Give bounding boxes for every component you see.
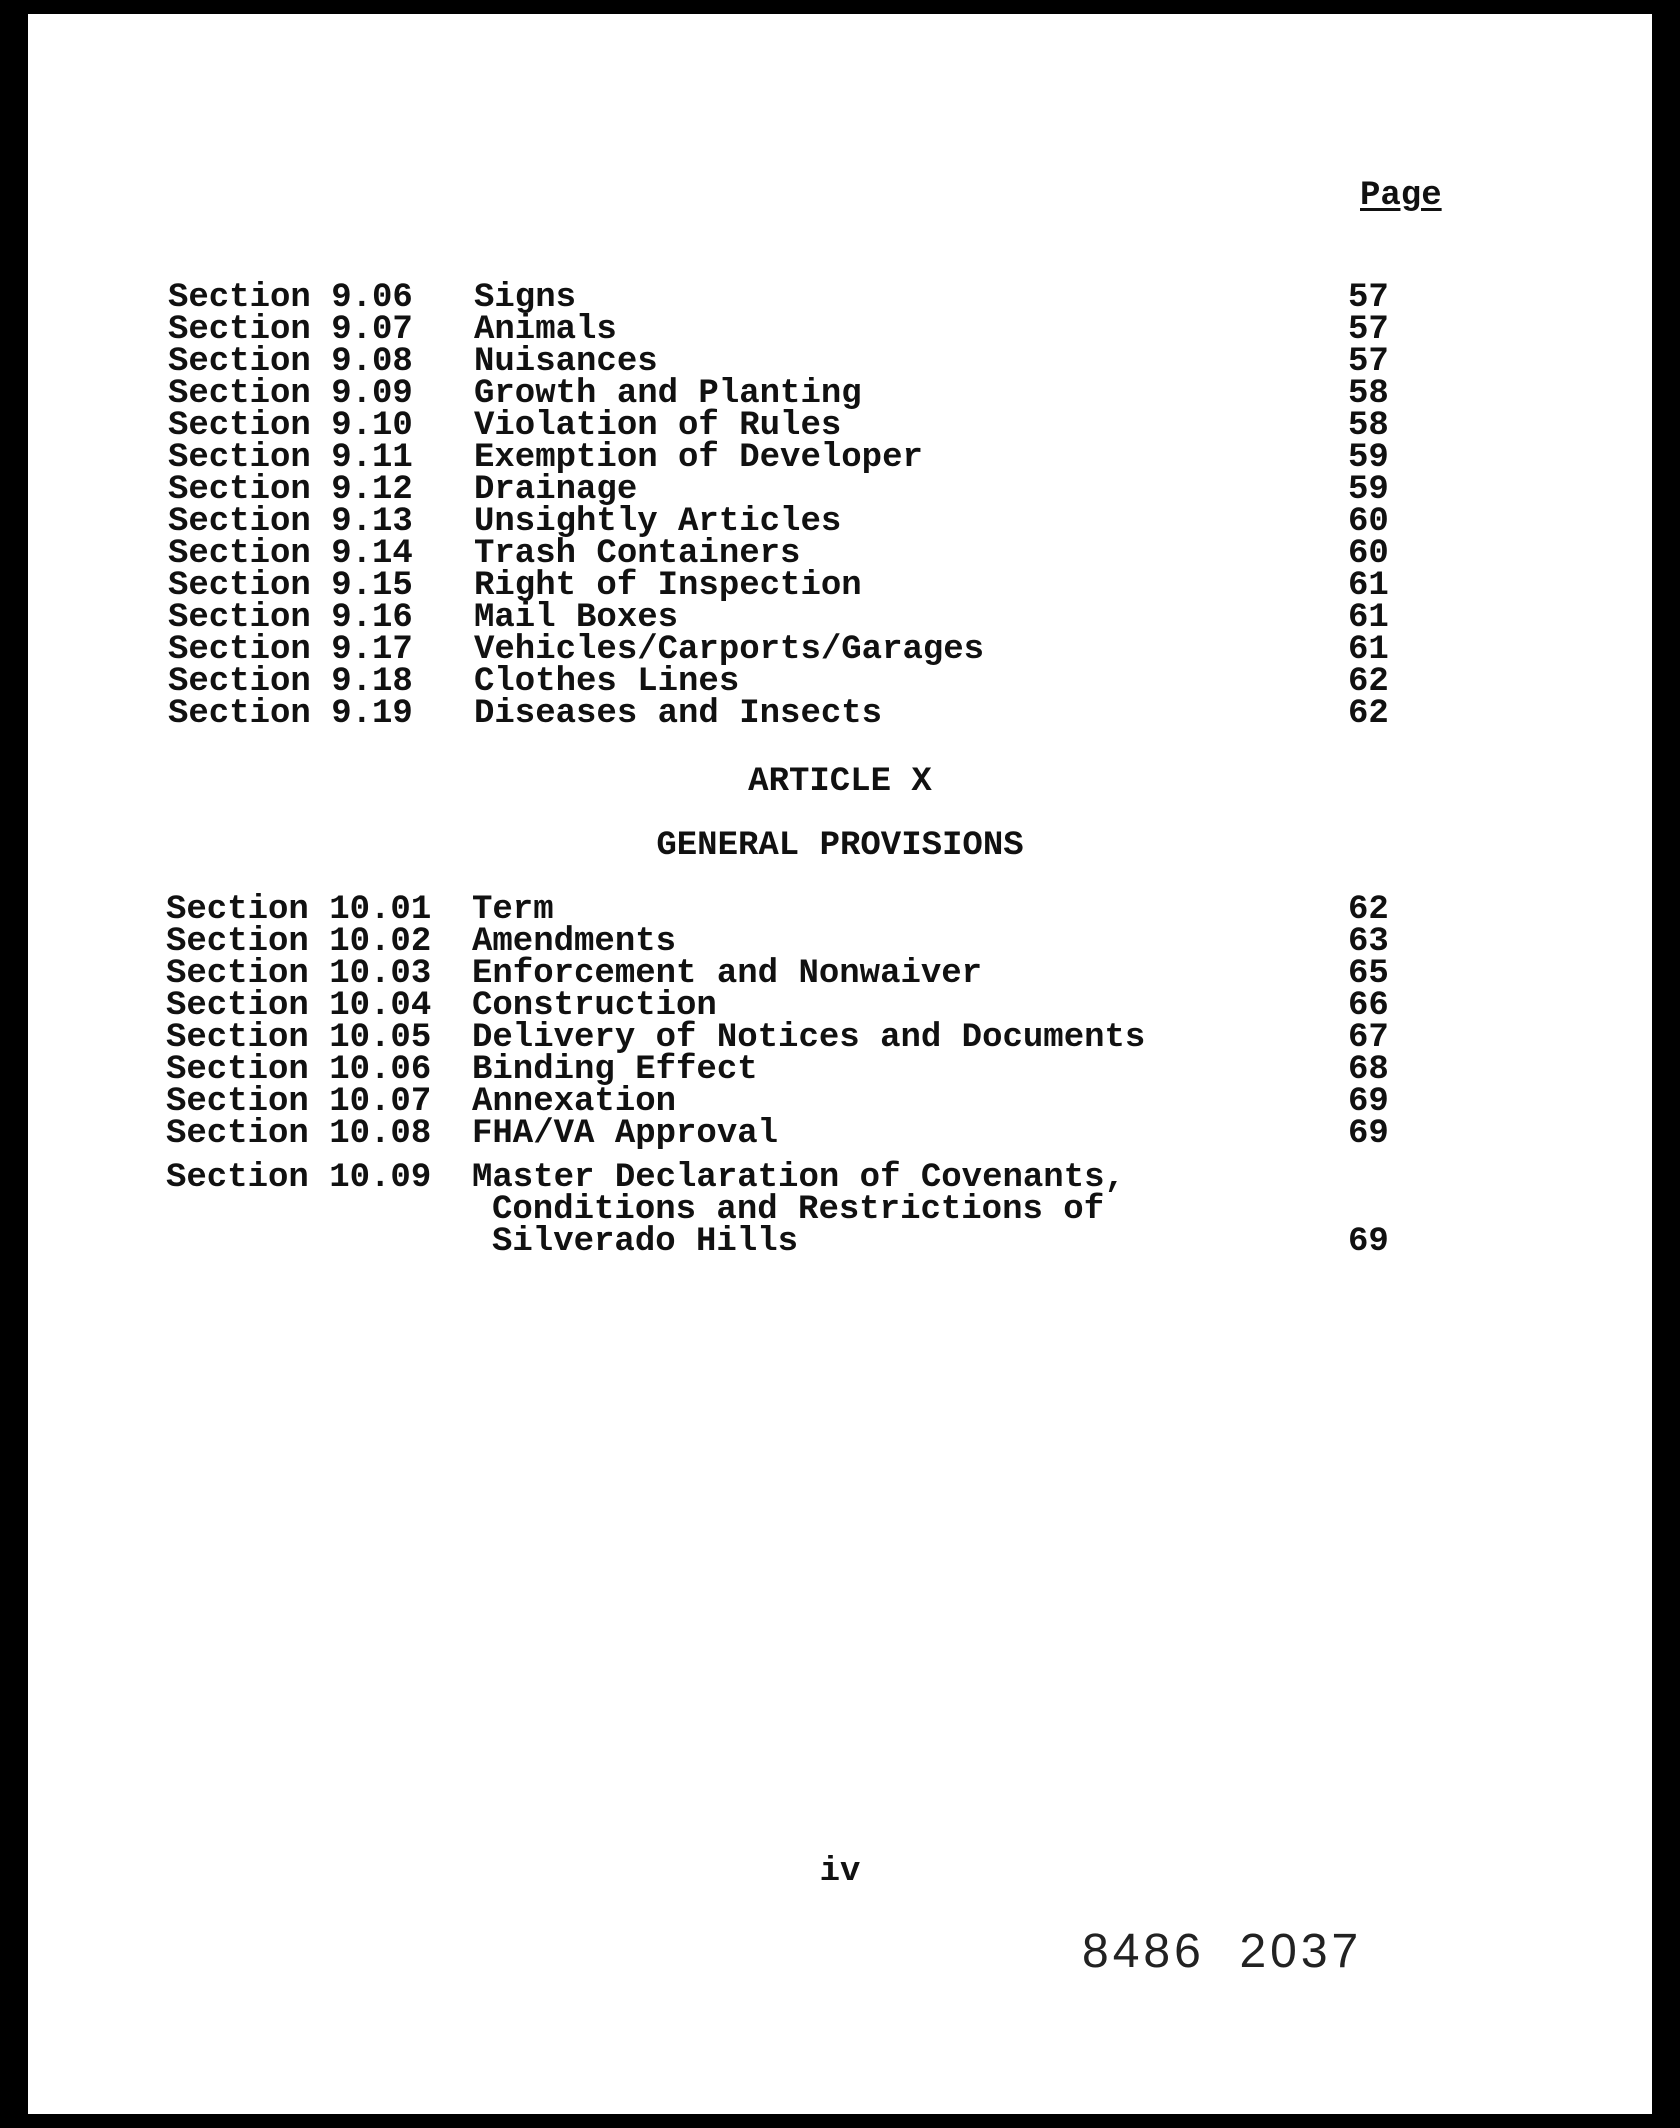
toc-entry [0,631,1680,669]
toc-entry [0,599,1680,637]
toc-section-title: Mail Boxes [474,599,679,637]
toc-section-title: Exemption of Developer [474,439,923,477]
toc-page-number: 58 [1348,375,1389,413]
toc-page-number: 65 [1348,955,1389,993]
toc-page-number: 57 [1348,279,1389,317]
toc-entry-10-09-cont2 [0,1223,1680,1261]
toc-section-number: Section 9.13 [168,503,413,541]
toc-section-number: Section 10.03 [166,955,432,993]
toc-page-number: 68 [1348,1051,1389,1089]
toc-section-title: Construction [472,987,717,1025]
toc-section-number: Section 10.04 [166,987,432,1025]
toc-entry [0,1115,1680,1153]
toc-section-number: Section 9.19 [168,695,413,733]
toc-page-number: 69 [1348,1223,1389,1261]
toc-page-number: 62 [1348,663,1389,701]
toc-section-title: Animals [474,311,617,349]
stamp-left: 8486 [1082,1925,1205,1978]
toc-entry-10-09-cont [0,1191,1680,1229]
toc-entry [0,567,1680,605]
toc-entry [0,663,1680,701]
toc-section-title: Right of Inspection [474,567,862,605]
toc-page-number: 62 [1348,695,1389,733]
toc-section-title: Term [472,891,554,929]
toc-section-number: Section 9.16 [168,599,413,637]
toc-page-number: 61 [1348,599,1389,637]
toc-section-number: Section 9.14 [168,535,413,573]
toc-section-title: Growth and Planting [474,375,862,413]
article-subheading: GENERAL PROVISIONS [656,827,1024,865]
document-stamp-number [1082,1924,1362,1979]
toc-entry [0,1083,1680,1121]
toc-page-number: 57 [1348,343,1389,381]
toc-section-number: Section 9.12 [168,471,413,509]
toc-entry [0,311,1680,349]
toc-page-number: 59 [1348,439,1389,477]
toc-section-title: Delivery of Notices and Documents [472,1019,1146,1057]
toc-page-number: 58 [1348,407,1389,445]
toc-entry [0,695,1680,733]
toc-section-title-continued: Silverado Hills [492,1223,799,1261]
page-folio: iv [819,1853,861,1891]
toc-section-number: Section 9.08 [168,343,413,381]
toc-page-number: 61 [1348,567,1389,605]
toc-section-number: Section 9.17 [168,631,413,669]
toc-section-title: Diseases and Insects [474,695,883,733]
toc-entry [0,279,1680,317]
toc-section-title: Nuisances [474,343,658,381]
toc-entry [0,439,1680,477]
toc-section-number: Section 10.08 [166,1115,432,1153]
toc-entry [0,1019,1680,1057]
toc-section-number: Section 9.18 [168,663,413,701]
toc-section-title: Enforcement and Nonwaiver [472,955,983,993]
toc-section-number: Section 9.06 [168,279,413,317]
toc-page-number: 69 [1348,1115,1389,1153]
toc-section-title: Amendments [472,923,677,961]
toc-page-number: 69 [1348,1083,1389,1121]
toc-section-title: Vehicles/Carports/Garages [474,631,985,669]
toc-section-number: Section 9.07 [168,311,413,349]
toc-page-number: 60 [1348,503,1389,541]
toc-section-number: Section 10.02 [166,923,432,961]
toc-entry [0,535,1680,573]
toc-page-number: 57 [1348,311,1389,349]
toc-page-number: 63 [1348,923,1389,961]
toc-entry-10-09 [0,1159,1680,1197]
toc-section-title: Drainage [474,471,638,509]
toc-section-title: Binding Effect [472,1051,758,1089]
stamp-right: 2037 [1239,1925,1363,1978]
toc-section-title: FHA/VA Approval [472,1115,779,1153]
toc-section-title-continued: Conditions and Restrictions of [492,1191,1105,1229]
toc-page-number: 59 [1348,471,1389,509]
toc-section-title: Signs [474,279,577,317]
toc-entry [0,407,1680,445]
toc-section-number: Section 10.06 [166,1051,432,1089]
toc-page-number: 62 [1348,891,1389,929]
article-heading: ARTICLE X [748,763,932,801]
toc-entry [0,891,1680,929]
toc-section-number: Section 10.09 [166,1159,432,1197]
toc-entry [0,343,1680,381]
toc-section-number: Section 10.07 [166,1083,432,1121]
toc-section-number: Section 9.10 [168,407,413,445]
toc-section-title: Annexation [472,1083,677,1121]
toc-entry [0,375,1680,413]
toc-entry [0,987,1680,1025]
toc-section-title: Trash Containers [474,535,801,573]
toc-section-title: Master Declaration of Covenants, [472,1159,1125,1197]
toc-entry [0,1051,1680,1089]
toc-page-number: 61 [1348,631,1389,669]
toc-section-number: Section 9.15 [168,567,413,605]
toc-page-number: 60 [1348,535,1389,573]
toc-page-number: 67 [1348,1019,1389,1057]
toc-section-number: Section 10.01 [166,891,432,929]
page-column-header: Page [1360,177,1442,215]
toc-section-number: Section 9.11 [168,439,413,477]
toc-entry [0,471,1680,509]
toc-entry [0,923,1680,961]
toc-section-title: Violation of Rules [474,407,842,445]
toc-section-title: Clothes Lines [474,663,740,701]
toc-entry [0,503,1680,541]
toc-entry [0,955,1680,993]
toc-section-number: Section 10.05 [166,1019,432,1057]
toc-section-number: Section 9.09 [168,375,413,413]
toc-page-number: 66 [1348,987,1389,1025]
toc-section-title: Unsightly Articles [474,503,842,541]
